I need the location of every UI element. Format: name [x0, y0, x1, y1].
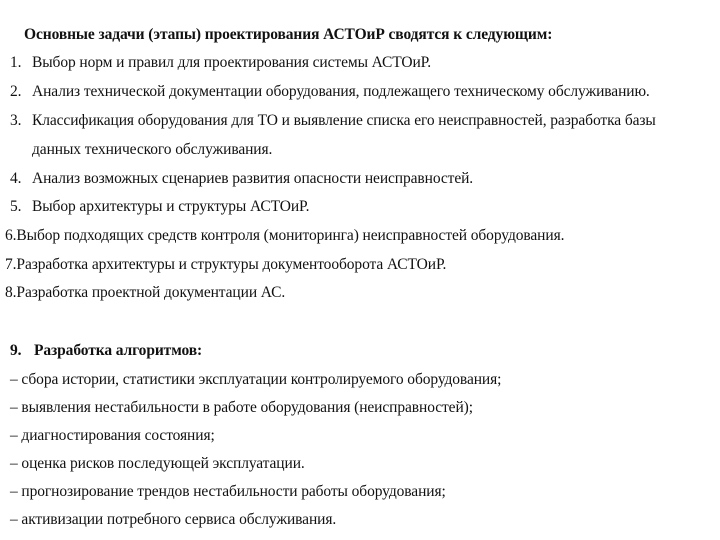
- step-8: 8.Разработка проектной документации АС.: [5, 284, 286, 301]
- algorithm-item-5: – прогнозирование трендов нестабильности работы оборудования;: [10, 483, 446, 500]
- step-text: Анализ возможных сценариев развития опасности неисправностей.: [32, 170, 474, 187]
- step-text: Выбор норм и правил для проектирования системы АСТОиР.: [32, 54, 432, 71]
- step-number: 1.: [10, 54, 22, 71]
- algorithm-item-2: – выявления нестабильности в работе оборудования (неисправностей);: [10, 399, 473, 416]
- algorithm-item-3: – диагностирования состояния;: [10, 427, 215, 444]
- algorithm-item-1: – сбора истории, статистики эксплуатации контролируемого оборудования;: [10, 371, 502, 388]
- algorithm-item-6: – активизации потребного сервиса обслуживания.: [10, 511, 337, 528]
- step-2: [10, 82, 650, 102]
- algorithms-title: Разработка алгоритмов:: [34, 342, 203, 359]
- step-1: [10, 53, 431, 73]
- heading: Основные задачи (этапы) проектирования АСТОиР сводятся к следующим:: [24, 26, 553, 43]
- step-number: 3.: [10, 112, 22, 129]
- step-7: 7.Разработка архитектуры и структуры документооборота АСТОиР.: [5, 256, 447, 273]
- step-text: Выбор архитектуры и структуры АСТОиР.: [32, 198, 310, 215]
- algorithm-item-4: – оценка рисков последующей эксплуатации.: [10, 455, 305, 472]
- step-6: 6.Выбор подходящих средств контроля (мониторинга) неисправностей оборудования.: [5, 227, 565, 244]
- step-text: Классификация оборудования для ТО и выявление списка его неисправностей, разработка базы: [32, 112, 656, 129]
- step-number: 2.: [10, 83, 22, 100]
- step-text: данных технического обслуживания.: [32, 141, 273, 158]
- step-number: 5.: [10, 198, 22, 215]
- algorithms-heading: [10, 341, 202, 361]
- step-text: Анализ технической документации оборудования, подлежащего техническому обслуживанию.: [32, 83, 650, 100]
- step-number: 4.: [10, 170, 22, 187]
- step-3-continuation: [10, 140, 272, 160]
- step-5: [10, 197, 309, 217]
- step-number: 9.: [10, 342, 22, 359]
- step-4: [10, 169, 473, 189]
- step-3: [10, 111, 656, 131]
